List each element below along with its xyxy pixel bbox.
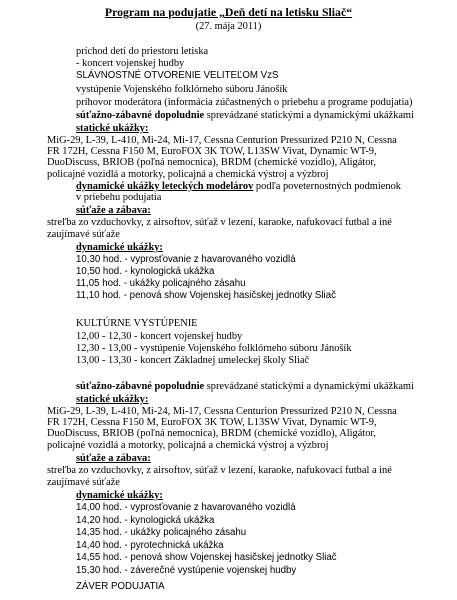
text-line: FR 172H, Cessna F150 M, EuroFOX 3K TOW, L13SW Vivat, Dynamic WT-9, [47,146,377,158]
list-item: 11,05 hod. - ukážky policajného zásahu [76,278,246,289]
list-item: 14,20 hod. - kynologická ukážka [76,514,215,526]
model-demos-row [76,181,401,192]
block-heading: KULTÚRNE VYSTÚPENIE [76,318,198,329]
static-label: statické ukážky: [76,123,149,134]
document-title: Program na podujatie „Deň detí na letisku Sliač“ [104,5,353,19]
block-heading: súťažno-zábavné dopoludnie [76,110,205,121]
list-item: 13,00 - 13,30 - koncert Základnej umeleckej školy Sliač [76,355,310,366]
dynamic-demos-list [76,254,336,302]
list-item: 14,40 hod. - pyrotechnická ukážka [76,539,224,551]
model-demos-label: dynamické ukážky leteckých modelárov [76,181,254,192]
model-demos-row-2: v priebehu podujatia [76,192,162,203]
list-item: 10,30 hod. - vyprosťovanie z havarovaného vozidlá [76,254,296,265]
model-demos-text: podľa poveternostných podmienok [255,181,401,192]
list-item: 12,30 - 13,00 - vystúpenie Vojenského folklórneho súboru Jánošík [76,343,352,354]
event-text: - koncert vojenskej hudby [76,58,185,69]
text-line: DuoDiscuss, BRIOB (poľná nemocnica), BRDM (chemické vozidlo), Aligátor, [47,428,377,440]
games-text-2: zaujímavé súťaže [47,477,120,488]
list-item: 14,35 hod. - ukážky policajného zásahu [76,527,247,538]
dynamic-label: dynamické ukážky: [76,490,163,501]
block-heading: súťažno-zábavné popoludnie [76,381,205,392]
event-text: vystúpenie Vojenského folklórneho súboru Jánošík [76,84,288,95]
dynamic-demos-list [76,502,337,577]
event-text: príhovor moderátora (informácia zúčastnených o priebehu a programe podujatia) [76,97,413,108]
document-date: (27. mája 2011) [195,21,262,32]
text-line: FR 172H, Cessna F150 M, EuroFOX 3K TOW, L13SW Vivat, Dynamic WT-9, [47,417,377,429]
event-text: ZÁVER PODUJATIA [76,581,165,592]
games-text: streľba zo vzduchovky, z airsoftov, súťaž v lezení, karaoke, nafukovací futbal a iné [47,217,392,228]
text-line: DuoDiscuss, BRIOB (poľná nemocnica), BRDM (chemické vozidlo), Aligátor, [47,157,377,169]
games-label: súťaže a zábava: [76,453,151,464]
event-text: SLÁVNOSTNÉ OTVORENIE VELITEĽOM VzS [76,70,279,81]
list-item: 15,30 hod. - záverečné vystúpenie vojenskej hudby [76,564,297,576]
list-item: 10,50 hod. - kynologická ukážka [76,266,215,277]
text-line: policajné vozidlá a motorky, policajná a chemická výstroj a výzbroj [47,439,329,451]
list-item: 12,00 - 12,30 - koncert vojenskej hudby [76,331,243,342]
block-heading-rest: sprevádzané statickými a dynamickými ukážkami [206,110,414,121]
text-line: MiG-29, L-39, L-410, Mi-24, Mi-17, Cessna Centurion Pressurized P210 N, Cessna [47,135,397,146]
event-text: príchod detí do priestoru letiska [76,46,209,57]
list-item: 11,10 hod. - penová show Vojenskej hasičskej jednotky Sliač [76,290,336,301]
static-exhibits-text [47,406,455,451]
list-item: 14,55 hod. - penová show Vojenskej hasičskej jednotky Sliač [76,552,337,563]
culture-list [76,331,352,367]
games-text: streľba zo vzduchovky, z airsoftov, súťaž v lezení, karaoke, nafukovací futbal a iné [47,465,392,476]
dynamic-label: dynamické ukážky: [76,242,163,253]
static-label: statické ukážky: [76,394,149,405]
list-item: 14,00 hod. - vyprosťovanie z havarovaného vozidlá [76,502,296,513]
block-heading-rest: sprevádzané statickými a dynamickými ukážkami [206,381,414,392]
games-text-2: zaujímavé súťaže [47,229,120,240]
text-line: MiG-29, L-39, L-410, Mi-24, Mi-17, Cessna Centurion Pressurized P210 N, Cessna [47,406,397,417]
text-line: policajné vozidlá a motorky, policajná a chemická výstroj a výzbroj [47,168,329,180]
static-exhibits-text [47,135,455,180]
games-label: súťaže a zábava: [76,205,151,216]
